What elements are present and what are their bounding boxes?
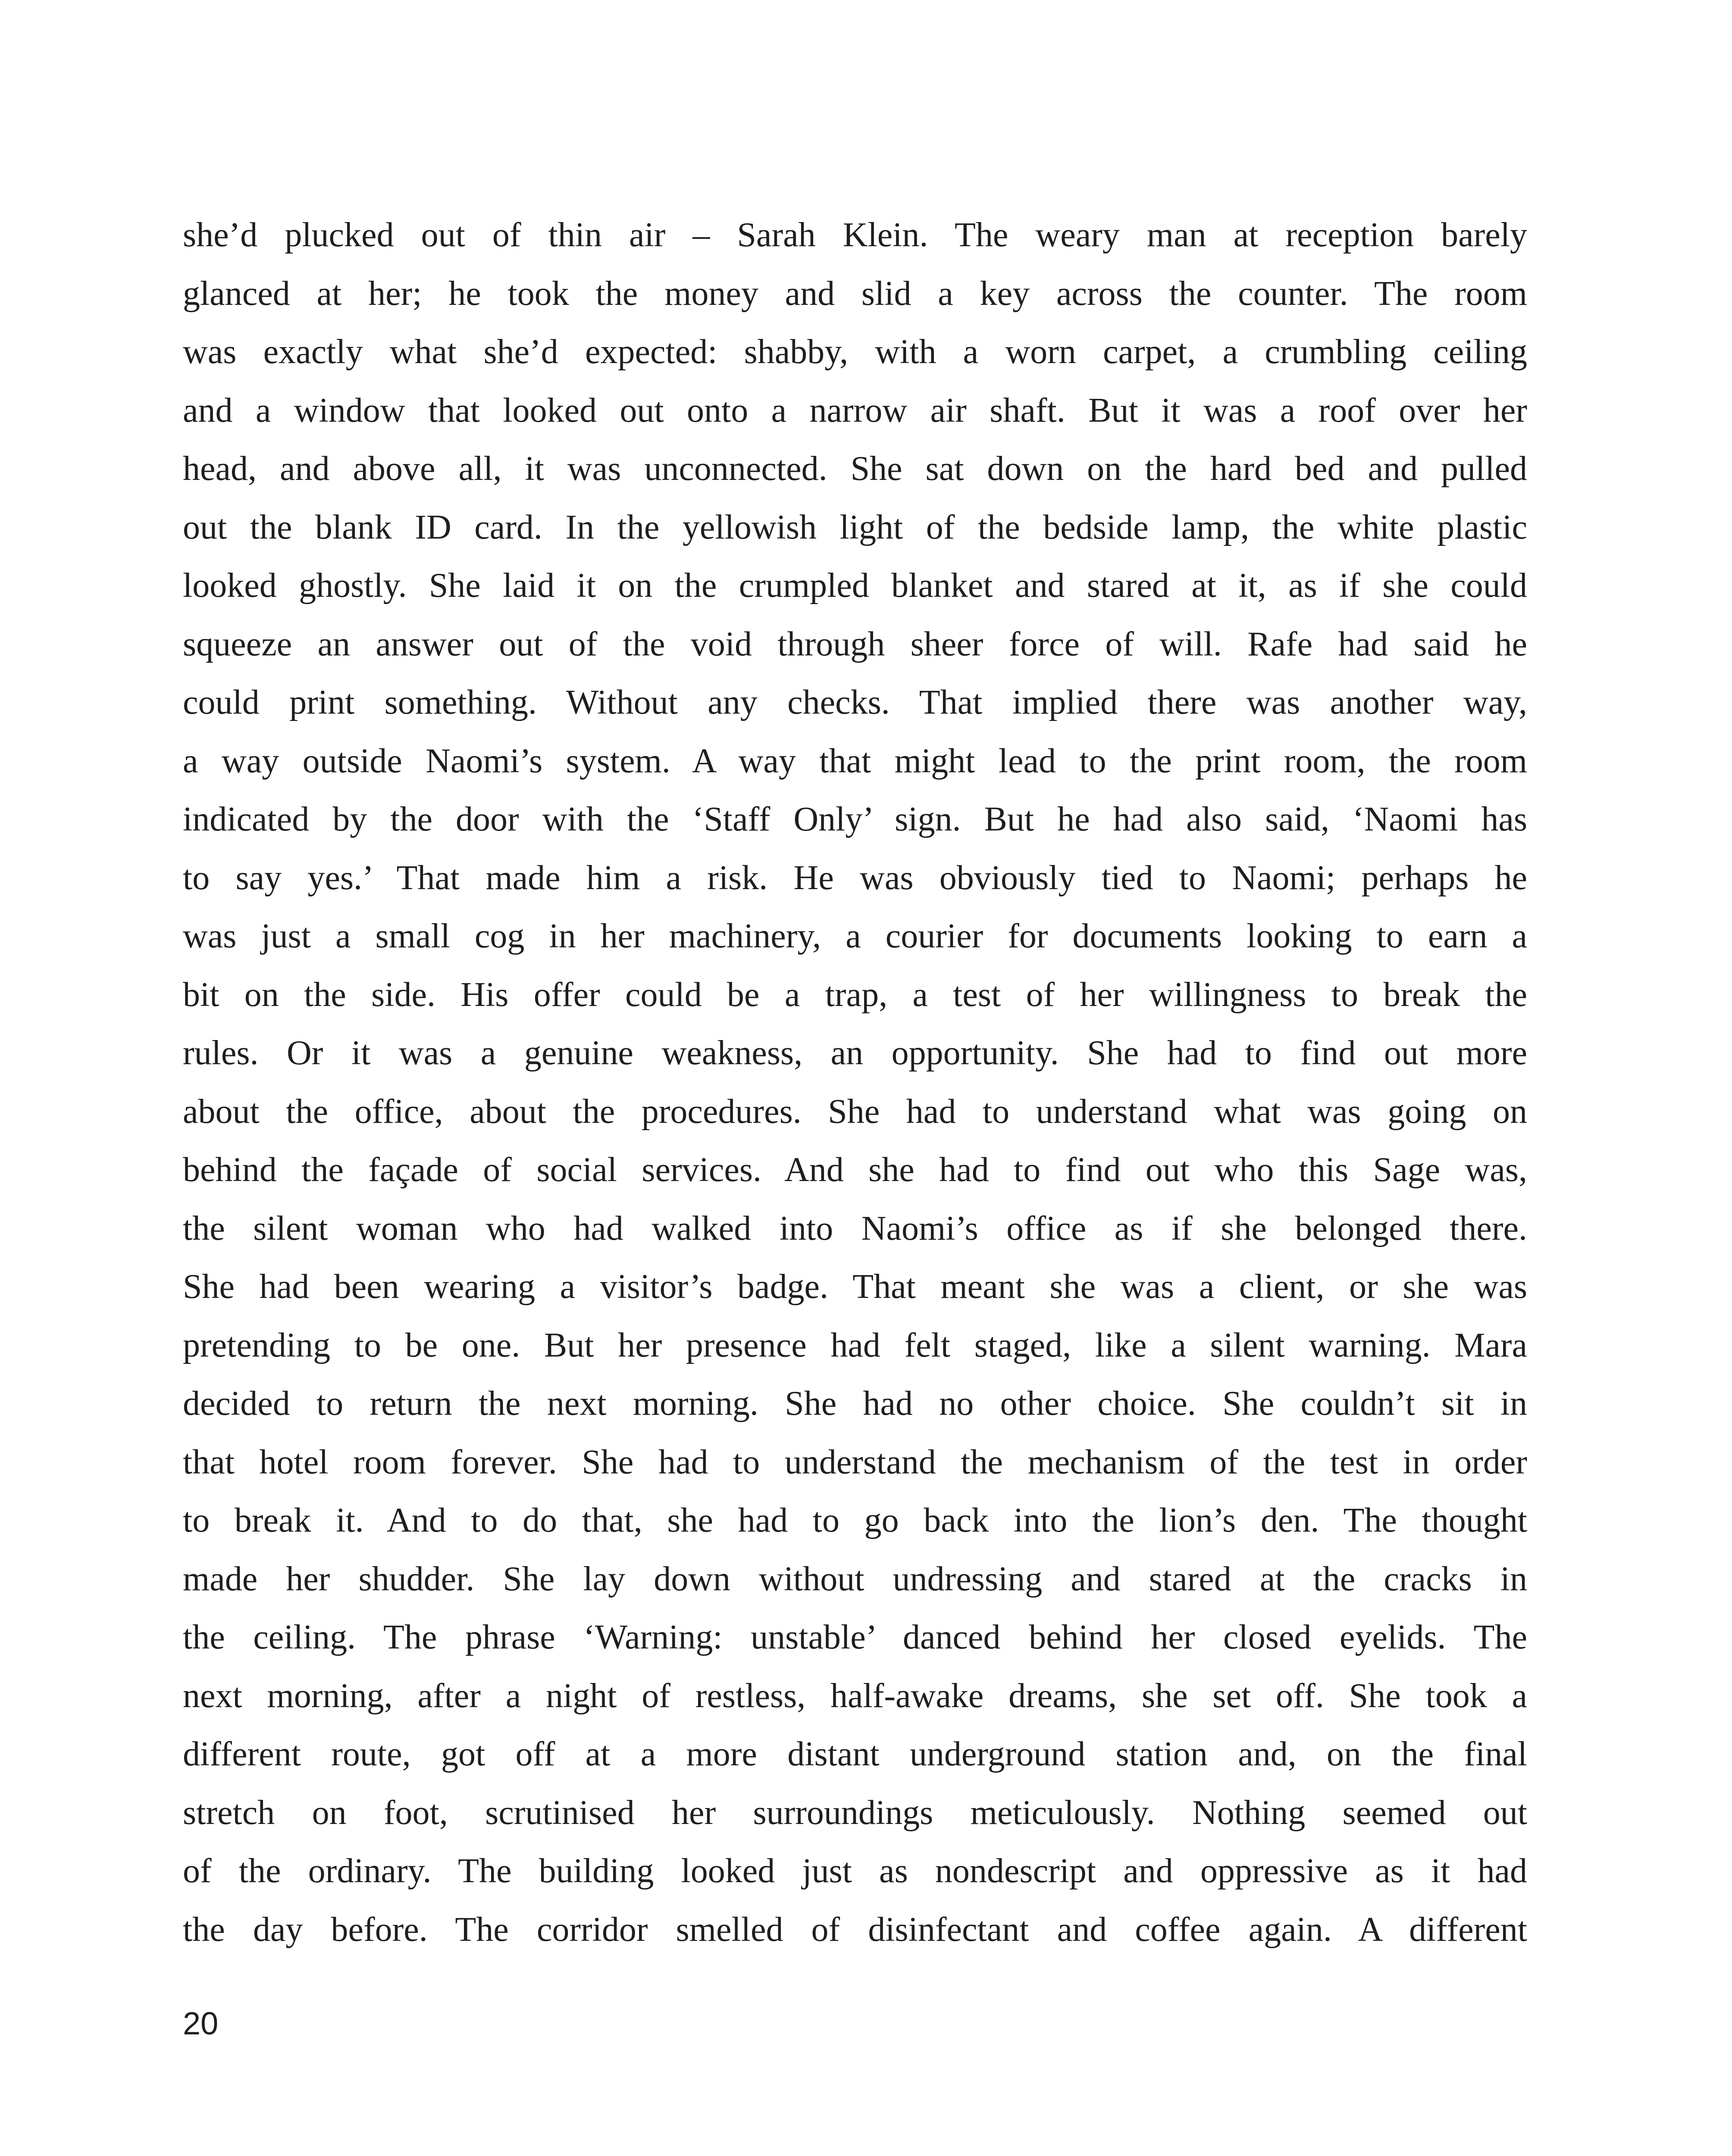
text-line: different route, got off at a more distant underground station and, on the final — [183, 1735, 1527, 1773]
text-line: could print something. Without any checks. That implied there was another way, — [183, 683, 1527, 721]
text-line: the day before. The corridor smelled of disinfectant and coffee again. A different — [183, 1910, 1527, 1949]
text-line: made her shudder. She lay down without undressing and stared at the cracks in — [183, 1560, 1527, 1598]
text-line: behind the façade of social services. And she had to find out who this Sage was, — [183, 1151, 1527, 1189]
text-line: that hotel room forever. She had to understand the mechanism of the test in order — [183, 1443, 1527, 1481]
text-line: she’d plucked out of thin air – Sarah Klein. The weary man at reception barely — [183, 216, 1527, 254]
text-line: out the blank ID card. In the yellowish light of the bedside lamp, the white plastic — [183, 508, 1527, 546]
text-line: glanced at her; he took the money and slid a key across the counter. The room — [183, 274, 1527, 313]
text-line: bit on the side. His offer could be a trap, a test of her willingness to break the — [183, 975, 1527, 1014]
text-line: stretch on foot, scrutinised her surroundings meticulously. Nothing seemed out — [183, 1793, 1527, 1832]
text-line: squeeze an answer out of the void through sheer force of will. Rafe had said he — [183, 625, 1527, 663]
text-line: decided to return the next morning. She had no other choice. She couldn’t sit in — [183, 1385, 1527, 1423]
text-line: to say yes.’ That made him a risk. He was obviously tied to Naomi; perhaps he — [183, 859, 1527, 897]
text-line: rules. Or it was a genuine weakness, an opportunity. She had to find out more — [183, 1034, 1527, 1072]
text-line: the ceiling. The phrase ‘Warning: unstable’ danced behind her closed eyelids. The — [183, 1618, 1527, 1656]
text-line: the silent woman who had walked into Naomi’s office as if she belonged there. — [183, 1209, 1527, 1247]
text-line: She had been wearing a visitor’s badge. That meant she was a client, or she was — [183, 1268, 1527, 1306]
body-text — [183, 206, 1527, 1959]
text-line: to break it. And to do that, she had to go back into the lion’s den. The thought — [183, 1501, 1527, 1539]
page-number: 20 — [183, 2006, 219, 2041]
text-line: a way outside Naomi’s system. A way that might lead to the print room, the room — [183, 742, 1527, 780]
text-line: was just a small cog in her machinery, a courier for documents looking to earn a — [183, 917, 1527, 955]
text-line: looked ghostly. She laid it on the crumpled blanket and stared at it, as if she could — [183, 567, 1527, 605]
text-line: indicated by the door with the ‘Staff Only’ sign. But he had also said, ‘Naomi has — [183, 800, 1527, 838]
text-line: next morning, after a night of restless, half-awake dreams, she set off. She took a — [183, 1677, 1527, 1715]
text-line: was exactly what she’d expected: shabby, with a worn carpet, a crumbling ceiling — [183, 333, 1527, 371]
text-line: head, and above all, it was unconnected. She sat down on the hard bed and pulled — [183, 450, 1527, 488]
text-line: pretending to be one. But her presence had felt staged, like a silent warning. Mara — [183, 1326, 1527, 1364]
text-line: of the ordinary. The building looked just as nondescript and oppressive as it had — [183, 1852, 1527, 1890]
text-line: about the office, about the procedures. She had to understand what was going on — [183, 1092, 1527, 1131]
text-line: and a window that looked out onto a narrow air shaft. But it was a roof over her — [183, 391, 1527, 429]
